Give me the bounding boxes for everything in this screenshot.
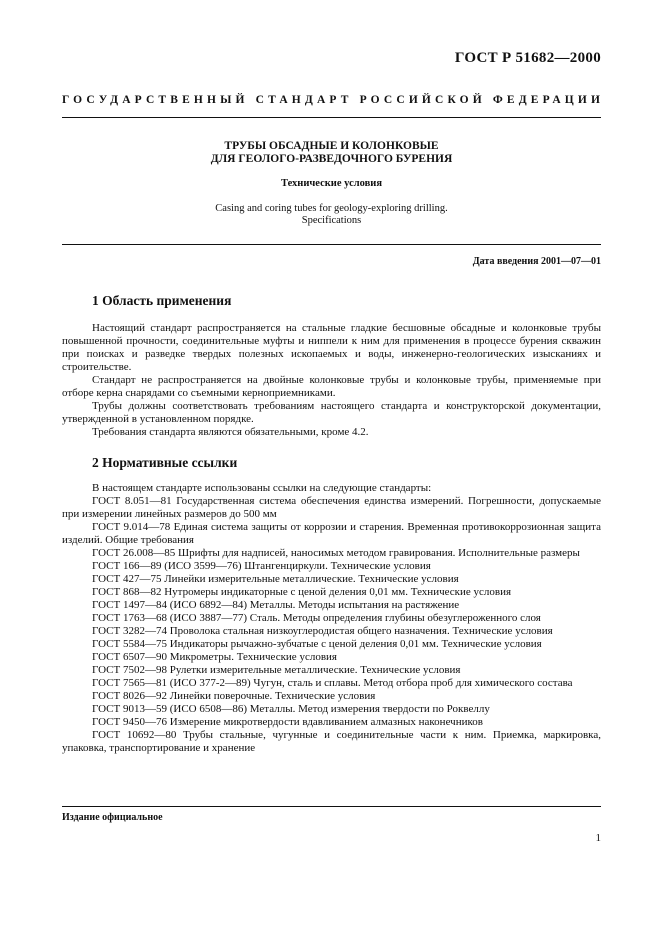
reference-item: ГОСТ 1497—84 (ИСО 6892—84) Металлы. Методы испытания на растяжение bbox=[92, 599, 460, 611]
introduction-date: Дата введения 2001—07—01 bbox=[472, 256, 601, 267]
reference-item: ГОСТ 427—75 Линейки измерительные металлические. Технические условия bbox=[92, 573, 459, 585]
footer-rule bbox=[62, 806, 601, 807]
title-line-1: ТРУБЫ ОБСАДНЫЕ И КОЛОНКОВЫЕ bbox=[224, 140, 439, 152]
section-1-body bbox=[62, 322, 601, 439]
section-2-heading: 2 Нормативные ссылки bbox=[92, 455, 238, 470]
reference-item: ГОСТ 26.008—85 Шрифты для надписей, наносимых методом гравирования. Исполнительные размеры bbox=[92, 547, 580, 559]
reference-item: ГОСТ 10692—80 Трубы стальные, чугунные и соединительные части к ним. Приемка, маркировка, упаковка, транспортирование и хранение bbox=[62, 729, 601, 754]
title-rule bbox=[62, 244, 601, 245]
official-edition-label: Издание официальное bbox=[62, 812, 163, 823]
reference-item: ГОСТ 7565—81 (ИСО 377-2—89) Чугун, сталь и сплавы. Метод отбора проб для химического состава bbox=[92, 677, 573, 689]
paragraph: Настоящий стандарт распространяется на стальные гладкие бесшовные обсадные и колонковые трубы повышенной прочности, соединительные муфты и ниппели к ним для применения в процессе бурения скважин при поисках и разведке твердых полезных ископаемых и воды, инженерно-геологических изысканиях и строительстве. bbox=[62, 322, 601, 373]
reference-item: ГОСТ 7502—98 Рулетки измерительные металлические. Технические условия bbox=[92, 664, 461, 676]
reference-item: ГОСТ 868—82 Нутромеры индикаторные с ценой деления 0,01 мм. Технические условия bbox=[92, 586, 512, 598]
reference-item: ГОСТ 9.014—78 Единая система защиты от коррозии и старения. Временная противокоррозионная защита изделий. Общие требования bbox=[62, 521, 601, 546]
section-2-body bbox=[62, 482, 601, 755]
document-code: ГОСТ Р 51682—2000 bbox=[454, 50, 601, 66]
reference-item: ГОСТ 3282—74 Проволока стальная низкоуглеродистая общего назначения. Технические условия bbox=[92, 625, 553, 637]
paragraph: В настоящем стандарте использованы ссылки на следующие стандарты: bbox=[92, 482, 432, 494]
page-number: 1 bbox=[595, 832, 601, 844]
paragraph: Требования стандарта являются обязательными, кроме 4.2. bbox=[92, 426, 369, 438]
section-1-heading: 1 Область применения bbox=[92, 293, 232, 308]
reference-item: ГОСТ 5584—75 Индикаторы рычажно-зубчатые с ценой деления 0,01 мм. Технические условия bbox=[92, 638, 542, 650]
english-title-line-1: Casing and coring tubes for geology-exploring drilling. bbox=[215, 203, 448, 214]
paragraph: Стандарт не распространяется на двойные колонковые трубы и колонковые трубы, применяемые при отборе керна снарядами со съемными керноприемниками. bbox=[62, 374, 601, 399]
english-title bbox=[62, 203, 601, 227]
english-title-line-2: Specifications bbox=[301, 215, 362, 226]
reference-item: ГОСТ 1763—68 (ИСО 3887—77) Сталь. Методы определения глубины обезуглероженного слоя bbox=[92, 612, 541, 624]
document-subtitle: Технические условия bbox=[280, 178, 383, 189]
reference-item: ГОСТ 6507—90 Микрометры. Технические условия bbox=[92, 651, 337, 663]
reference-item: ГОСТ 9450—76 Измерение микротвердости вдавливанием алмазных наконечников bbox=[92, 716, 483, 728]
header-rule bbox=[62, 117, 601, 118]
reference-item: ГОСТ 8026—92 Линейки поверочные. Технические условия bbox=[92, 690, 376, 702]
state-standard-title: ГОСУДАРСТВЕННЫЙ СТАНДАРТ РОССИЙСКОЙ ФЕДЕРАЦИИ bbox=[62, 94, 605, 106]
reference-item: ГОСТ 166—89 (ИСО 3599—76) Штангенциркули. Технические условия bbox=[92, 560, 431, 572]
paragraph: Трубы должны соответствовать требованиям настоящего стандарта и конструкторской документации, утвержденной в установленном порядке. bbox=[62, 400, 601, 425]
title-line-2: ДЛЯ ГЕОЛОГО-РАЗВЕДОЧНОГО БУРЕНИЯ bbox=[210, 153, 453, 165]
reference-item: ГОСТ 8.051—81 Государственная система обеспечения единства измерений. Погрешности, допускаемые при измерении линейных размеров до 500 мм bbox=[62, 495, 601, 520]
document-title bbox=[62, 140, 601, 166]
reference-item: ГОСТ 9013—59 (ИСО 6508—86) Металлы. Метод измерения твердости по Роквеллу bbox=[92, 703, 490, 715]
